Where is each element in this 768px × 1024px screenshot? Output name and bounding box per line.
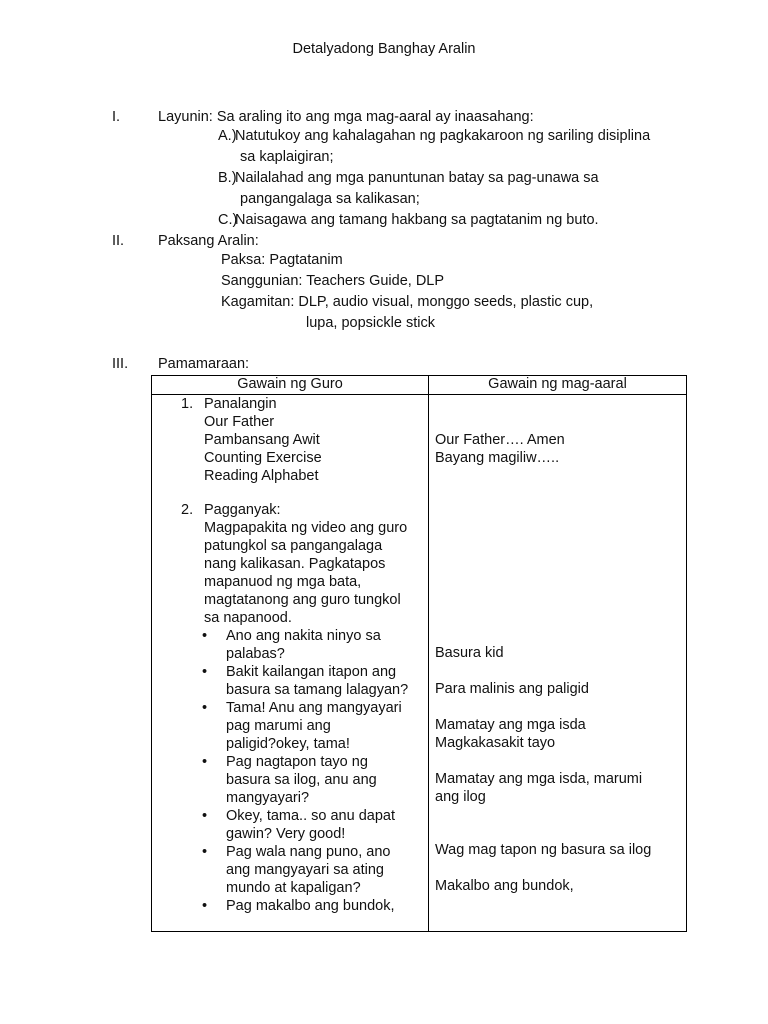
question-6-line-1: Pag wala nang puno, ano bbox=[226, 844, 391, 860]
objective-c-line-1: Naisagawa ang tamang hakbang sa pagtatanim ng buto. bbox=[235, 212, 599, 228]
answer-4: Magkakasakit tayo bbox=[435, 735, 556, 751]
question-3-line-3: paligid?okey, tama! bbox=[226, 736, 350, 752]
bullet-icon: • bbox=[202, 700, 208, 716]
question-1-line-2: palabas? bbox=[226, 646, 285, 662]
document-title: Detalyadong Banghay Aralin bbox=[292, 41, 476, 57]
answer-5-line-2: ang ilog bbox=[435, 789, 486, 805]
answer-7: Makalbo ang bundok, bbox=[435, 878, 574, 894]
mag-aaral-cell bbox=[429, 395, 687, 932]
question-5-line-1: Okey, tama.. so anu dapat bbox=[226, 808, 395, 824]
bullet-icon: • bbox=[202, 808, 208, 824]
question-6-line-3: mundo at kapaligan? bbox=[226, 880, 361, 896]
answer-5-line-1: Mamatay ang mga isda, marumi bbox=[435, 771, 643, 787]
pagganyak-line-2: Magpapakita ng video ang guro bbox=[204, 520, 408, 536]
table-header-row bbox=[152, 376, 687, 395]
question-6-line-2: ang mangyayari sa ating bbox=[226, 862, 384, 878]
pagganyak-line-3: patungkol sa pangangalaga bbox=[204, 538, 383, 554]
bullet-icon: • bbox=[202, 844, 208, 860]
header-gawain-ng-mag-aaral: Gawain ng mag-aaral bbox=[429, 376, 687, 395]
activities-table bbox=[151, 375, 687, 932]
answer-3: Mamatay ang mga isda bbox=[435, 717, 586, 733]
bullet-icon: • bbox=[202, 754, 208, 770]
objective-b-letter: B.) bbox=[218, 170, 237, 186]
anthem-response: Bayang magiliw….. bbox=[435, 450, 560, 466]
question-5-line-2: gawin? Very good! bbox=[226, 826, 346, 842]
answer-1: Basura kid bbox=[435, 645, 504, 661]
section-2-numeral: II. bbox=[112, 233, 125, 249]
question-2-line-1: Bakit kailangan itapon ang bbox=[226, 664, 397, 680]
kagamitan-line: Kagamitan: DLP, audio visual, monggo seeds, plastic cup, bbox=[221, 294, 594, 310]
section-1-numeral: I. bbox=[112, 109, 121, 125]
item-1-number: 1. bbox=[181, 396, 194, 412]
question-4-line-1: Pag nagtapon tayo ng bbox=[226, 754, 368, 770]
question-2-line-2: basura sa tamang lalagyan? bbox=[226, 682, 409, 698]
bullet-icon: • bbox=[202, 898, 208, 914]
objective-b-line-2: pangangalaga sa kalikasan; bbox=[240, 191, 420, 207]
paksa-line: Paksa: Pagtatanim bbox=[221, 252, 343, 268]
pagganyak-line-1: Pagganyak: bbox=[204, 502, 281, 518]
bullet-icon: • bbox=[202, 628, 208, 644]
guro-cell bbox=[152, 395, 429, 932]
section-1-label: Layunin: Sa araling ito ang mga mag-aaral ay inaasahang: bbox=[158, 109, 534, 125]
table-row bbox=[152, 395, 687, 932]
pagganyak-line-6: magtatanong ang guro tungkol bbox=[204, 592, 401, 608]
objective-a-line-1: Natutukoy ang kahalagahan ng pagkakaroon ng sariling disiplina bbox=[235, 128, 651, 144]
counting-exercise: Counting Exercise bbox=[204, 450, 322, 466]
question-3-line-1: Tama! Anu ang mangyayari bbox=[226, 700, 402, 716]
question-3-line-2: pag marumi ang bbox=[226, 718, 331, 734]
kagamitan-continued: lupa, popsickle stick bbox=[306, 315, 435, 331]
panalangin: Panalangin bbox=[204, 396, 277, 412]
question-7-line-1: Pag makalbo ang bundok, bbox=[226, 898, 395, 914]
reading-alphabet: Reading Alphabet bbox=[204, 468, 319, 484]
question-4-line-2: basura sa ilog, anu ang bbox=[226, 772, 377, 788]
question-1-line-1: Ano ang nakita ninyo sa bbox=[226, 628, 381, 644]
objective-b-line-1: Nailalahad ang mga panuntunan batay sa pag-unawa sa bbox=[235, 170, 599, 186]
prayer-response: Our Father…. Amen bbox=[435, 432, 565, 448]
answer-6: Wag mag tapon ng basura sa ilog bbox=[435, 842, 652, 858]
item-2-number: 2. bbox=[181, 502, 194, 518]
objective-a-letter: A.) bbox=[218, 128, 237, 144]
sanggunian-line: Sanggunian: Teachers Guide, DLP bbox=[221, 273, 445, 289]
section-3-label: Pamamaraan: bbox=[158, 356, 250, 372]
section-2-label: Paksang Aralin: bbox=[158, 233, 259, 249]
objective-a-line-2: sa kaplaigiran; bbox=[240, 149, 334, 165]
pagganyak-line-5: mapanuod ng mga bata, bbox=[204, 574, 362, 590]
objective-c-letter: C.) bbox=[218, 212, 238, 228]
pagganyak-line-7: sa napanood. bbox=[204, 610, 292, 626]
pambansang-awit: Pambansang Awit bbox=[204, 432, 320, 448]
header-gawain-ng-guro: Gawain ng Guro bbox=[152, 376, 429, 395]
question-4-line-3: mangyayari? bbox=[226, 790, 310, 806]
answer-2: Para malinis ang paligid bbox=[435, 681, 589, 697]
section-3-numeral: III. bbox=[112, 356, 129, 372]
our-father: Our Father bbox=[204, 414, 275, 430]
pagganyak-line-4: nang kalikasan. Pagkatapos bbox=[204, 556, 386, 572]
bullet-icon: • bbox=[202, 664, 208, 680]
